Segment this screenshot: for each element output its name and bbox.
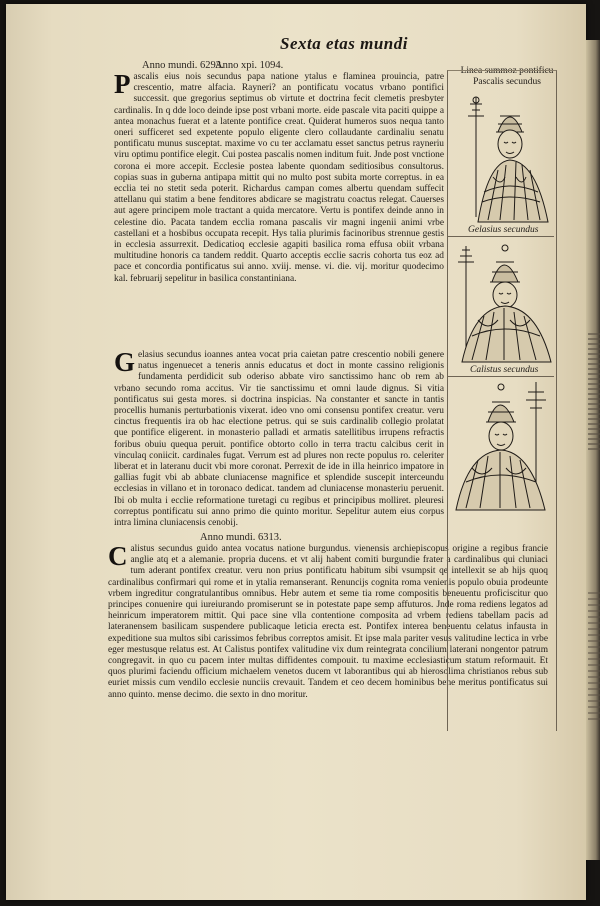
portrait-caption: Calistus secundus xyxy=(470,365,539,375)
portrait-caption: Gelasius secundus xyxy=(468,225,539,235)
dropcap: G xyxy=(114,350,136,377)
page-edge xyxy=(586,40,600,860)
pope-portrait-pascalis xyxy=(448,92,558,232)
portrait-divider xyxy=(448,376,554,377)
running-head: Sexta etas mundi xyxy=(280,34,408,53)
year-line-mundi-2: Anno mundi. 6313. xyxy=(200,532,282,543)
pope-portrait-calistus xyxy=(448,378,558,516)
paragraph-gelasius xyxy=(114,350,444,530)
lineage-column-title: Linea summoz pontificu Pascalis secundus xyxy=(460,66,554,87)
paragraph-text: alistus secundus guido antea vocatus natione burgundus. vienensis archiepiscopus origine a regibus francie anglie atq et a alemanie. propria ducens. et vt alij habent comiti burgundie frater a cardinalibus qui cluniaci tum aderant pontifex creatur. veru non prius pontificatu habitum sibi vsumpsit qe intellexit se ab hijs quoq cardinalibus confirmari qui rome et in ytalia remanserant. Renuncijs cognita roma venienis populo obuia prodeunte vrbem ingreditur congratulantibus omnibus. Hebr autem et seme tia rome compositis beneuentu proficiscitur quo principes conuenire qui iureiurando promiserunt se in potestate pape semp affuturos. Jnde roma rediens legatos ad heinricum imperatorem mittit. Qui pace sine vlla contentione composita ad vrbem rediens tabellam pacis ad lateranensem basilicam suspendere publicaque leticia erecta est. Pontifex interea beneuentu celatus infausta in expeditione sua multos sibi carissimos febribus correptos amisit. Et ipse mala pariter vesus valitudine lectica in vrbe eger mestusque relatus est. At Calistus pontifex valitudine vix dum reintegrata concilium laterani nongentor patrum congregavit. in quo cu pacem inter multas diffidentes compouit. tu maxime ecclesiasticum statum reformauit. Et quos plurimi faciendu officium michaelem venetos ducem vt laborantibus qui ab hierosolima christianos rebus sub euriet missis cum vendilo ecclesie nunciis crevauit. Tandem et ceo decem hominibus bene meritus pontificatus sui anno quinto. mense decimo. die sexto in dno moritur. xyxy=(108,544,548,700)
paragraph-text: elasius secundus ioannes antea vocat pria caietan patre crescentio nobili genere natus ingenuecet a teneris annis educatus et doct in monte cassino religionis fundamenta perdidicit sub oderiso abbate viro sanctissimo hanc ob rem ab vrbano secundo roma accitus. Vir tie sanctissimu et omni laude dignus. Si vitia pontificatus sui gesta mores. si doctrina inspicias. Na constanter et sancte in tantis procellis humanis perturbationis vixerat. ideo vno omi consensu pontifex creatur. veru cinctus frequentis ira ob hac electione petrus. qui se suis cardinalib collegio prolatat que pontifice eligerent. in monasterio palladi et armatis satellitibus irrupens refractis foribus obuiu quequa peruit. pontifice obtorto collo in terra tractu calcibus cerit in vinculaq coniicit. cardinales fugat. Verrum est ad plures non recte populus ro. celeriter liberat et in lateranu ducit vbi more coronat. Perrexit de ide in illa heinrico impatore in gallias fugit vbi ab abbate cluniacense magnifice et splendide suscepit interceundu ecclesias in villano et in toronaco dedicat. tandem ad cluniacense monasteriu peruenit. Ibi ob multa i ecclie reformatione turetagi cu regibus et principibus molliret. pleuresi correptus pontificatu sui anno primo die quinto moritur. Sepelitur autem eius corpus intra limina cluniacensis cenobij. xyxy=(114,350,444,529)
paragraph-text: ascalis eius nois secundus papa natione ytalus e flaminea prouincia, patre crescentio, matre alfacia. Rayneri? an pontificatu vocatus vrbano pontifici successit. que gregorius septimus ob virtute et doctrina fecit clemetis presbyter cardinalis. In q dde loco deinde ipse post vrbani morte. eide pascale vita paciti quippe a antea monachus fuerat et a latente pontifice creat. Quiderat humeros suos nequa tanto oneri sufficeret sed expetente populo eligente clero collaudante cardinaliu senatu pontificatu munus susceptat. maxime vo cu ter acclamatu esset sanctus petrus rayneriu viru optimu pontifice elegit. Cui postea pascalis nomen inditum fuit. Jnde post vnctione corona ei more accepit. Ecclesie postea labente quondam seditiosibus consultorus. copias suas in guberna antipapa mittit qui no multo post subita morte correptus. in ea ecclia tei no stetit seda poterit. Richardus campan comes albertu quendam suffecit attellanu qui statim a bene fenditores abdicare se magistratu coactus relegat. Cauerses aut agere principem mole tractant a quida mercatore. Vertu is pontifex deinde anno in celestine dio. Pacata tandem ecclia romana pascalis vir magni ingenii animi vrbe castellani et a hosbibus occupata recepit. Hys talia plurimis facinoribus strennue gestis in ecclesia assurrexit. Dedicatioq ecclesie agapiti basilica roma effusa obiit vrbana multitudine honoris ca tandem reddit. Quarto acceptis ecclie sacris cohorta tus eoz ad pace et concordia pontificatus sui anno. xviij. mense. vi. die. vij. moritur quodecimo kal. februarij sepelitur in basilica constantiniana. xyxy=(114,72,444,284)
dropcap: P xyxy=(114,72,131,99)
portrait-divider xyxy=(448,236,554,237)
dropcap: C xyxy=(108,544,128,571)
facing-page-bleed xyxy=(588,590,600,720)
year-line-mundi: Anno mundi. 6293. xyxy=(142,60,224,71)
paragraph-pascalis xyxy=(114,72,444,340)
year-line-christi: Anno xpi. 1094. xyxy=(215,60,284,71)
pope-portrait-gelasius xyxy=(448,240,558,370)
facing-page-bleed xyxy=(588,330,600,450)
